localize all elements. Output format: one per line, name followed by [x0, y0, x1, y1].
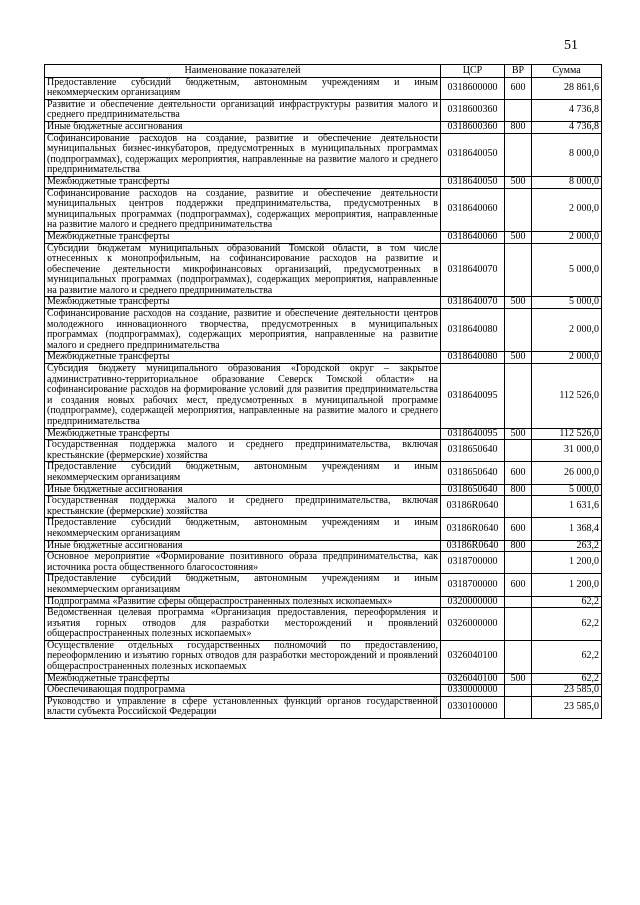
- table-row: [45, 540, 602, 552]
- row-csr-cell: 03186R0640: [441, 518, 505, 540]
- row-name-cell: Государственная поддержка малого и среднего предпринимательства, включая крестьянские (фермерские) хозяйства: [45, 496, 441, 518]
- table-body: [45, 77, 602, 718]
- row-vr-cell: 600: [505, 77, 532, 99]
- table-row: [45, 77, 602, 99]
- row-vr-cell: 500: [505, 428, 532, 440]
- row-sum-cell: 28 861,6: [532, 77, 602, 99]
- row-vr-cell: 600: [505, 462, 532, 484]
- row-vr-cell: [505, 440, 532, 462]
- row-vr-cell: 500: [505, 176, 532, 188]
- row-sum-cell: 112 526,0: [532, 428, 602, 440]
- row-sum-cell: 2 000,0: [532, 352, 602, 364]
- table-row: [45, 133, 602, 176]
- table-row: [45, 462, 602, 484]
- row-name-cell: Межбюджетные трансферты: [45, 297, 441, 309]
- row-csr-cell: 0318650640: [441, 462, 505, 484]
- row-vr-cell: [505, 696, 532, 718]
- row-csr-cell: 0318700000: [441, 574, 505, 596]
- table-row: [45, 574, 602, 596]
- row-name-cell: Иные бюджетные ассигнования: [45, 484, 441, 496]
- row-sum-cell: 263,2: [532, 540, 602, 552]
- row-vr-cell: 600: [505, 518, 532, 540]
- row-csr-cell: 0318640060: [441, 231, 505, 243]
- row-name-cell: Предоставление субсидий бюджетным, автономным учреждениям и иным некоммерческим организациям: [45, 518, 441, 540]
- table-row: [45, 440, 602, 462]
- row-name-cell: Государственная поддержка малого и среднего предпринимательства, включая крестьянские (фермерские) хозяйства: [45, 440, 441, 462]
- row-name-cell: Основное мероприятие «Формирование позитивного образа предпринимательства, как источника роста общественного благосостояния»: [45, 552, 441, 574]
- table-row: [45, 673, 602, 685]
- table-row: [45, 596, 602, 608]
- row-csr-cell: 03186R0640: [441, 496, 505, 518]
- header-vr: ВР: [505, 65, 532, 78]
- row-name-cell: Софинансирование расходов на создание, развитие и обеспечение деятельности центров молодежного инновационного творчества, предусмотренных в муниципальных программах (подпрограммах), содержащих мероприятия, направленные на развитие малого и среднего предпринимательства: [45, 309, 441, 352]
- row-vr-cell: 800: [505, 540, 532, 552]
- row-sum-cell: 1 631,6: [532, 496, 602, 518]
- row-vr-cell: [505, 552, 532, 574]
- row-csr-cell: 0320000000: [441, 596, 505, 608]
- table-row: [45, 188, 602, 231]
- table-row: [45, 552, 602, 574]
- row-name-cell: Софинансирование расходов на создание, развитие и обеспечение деятельности муниципальных центров поддержки предпринимательства, предусмотренных в муниципальных программах (подпрограммах), содержащих мероприятия, направленные на развитие малого и среднего предпринимательства: [45, 188, 441, 231]
- row-vr-cell: 500: [505, 673, 532, 685]
- row-name-cell: Руководство и управление в сфере установленных функций органов государственной власти субъекта Российской Федерации: [45, 696, 441, 718]
- table-row: [45, 297, 602, 309]
- row-vr-cell: [505, 496, 532, 518]
- row-vr-cell: [505, 608, 532, 641]
- row-name-cell: Иные бюджетные ассигнования: [45, 121, 441, 133]
- row-vr-cell: 500: [505, 297, 532, 309]
- row-sum-cell: 26 000,0: [532, 462, 602, 484]
- row-name-cell: Иные бюджетные ассигнования: [45, 540, 441, 552]
- row-sum-cell: 2 000,0: [532, 309, 602, 352]
- row-sum-cell: 62,2: [532, 673, 602, 685]
- row-csr-cell: 0318640070: [441, 243, 505, 297]
- row-sum-cell: 62,2: [532, 608, 602, 641]
- row-vr-cell: [505, 243, 532, 297]
- table-row: [45, 640, 602, 673]
- row-vr-cell: 500: [505, 352, 532, 364]
- row-name-cell: Осуществление отдельных государственных полномочий по предоставлению, переоформлению и изъятию горных отводов для разработки месторождений и проявлений общераспространенных полезных ископаемых: [45, 640, 441, 673]
- header-sum: Сумма: [532, 65, 602, 78]
- row-name-cell: Предоставление субсидий бюджетным, автономным учреждениям и иным некоммерческим организациям: [45, 574, 441, 596]
- budget-table: [44, 64, 602, 719]
- row-name-cell: Межбюджетные трансферты: [45, 231, 441, 243]
- row-name-cell: Межбюджетные трансферты: [45, 352, 441, 364]
- row-sum-cell: 8 000,0: [532, 176, 602, 188]
- page-number: 51: [564, 38, 578, 53]
- row-name-cell: Подпрограмма «Развитие сферы общераспространенных полезных ископаемых»: [45, 596, 441, 608]
- table-row: [45, 309, 602, 352]
- row-sum-cell: 5 000,0: [532, 484, 602, 496]
- table-row: [45, 608, 602, 641]
- table-row: [45, 243, 602, 297]
- row-csr-cell: 0318640050: [441, 176, 505, 188]
- row-vr-cell: 600: [505, 574, 532, 596]
- row-sum-cell: 5 000,0: [532, 297, 602, 309]
- row-sum-cell: 62,2: [532, 640, 602, 673]
- row-csr-cell: 0318640095: [441, 428, 505, 440]
- table-row: [45, 99, 602, 121]
- row-sum-cell: 1 368,4: [532, 518, 602, 540]
- row-csr-cell: 0318640095: [441, 364, 505, 429]
- row-vr-cell: [505, 364, 532, 429]
- row-csr-cell: 0330000000: [441, 685, 505, 697]
- table-row: [45, 352, 602, 364]
- row-name-cell: Межбюджетные трансферты: [45, 176, 441, 188]
- row-sum-cell: 2 000,0: [532, 231, 602, 243]
- row-csr-cell: 0318650640: [441, 440, 505, 462]
- table-row: [45, 231, 602, 243]
- row-vr-cell: [505, 685, 532, 697]
- row-vr-cell: [505, 596, 532, 608]
- row-csr-cell: 0326000000: [441, 608, 505, 641]
- row-sum-cell: 1 200,0: [532, 574, 602, 596]
- row-vr-cell: 800: [505, 121, 532, 133]
- row-name-cell: Ведомственная целевая программа «Организация предоставления, переоформления и изъятия горных отводов для разработки месторождений и проявлений общераспространенных полезных ископаемых»: [45, 608, 441, 641]
- row-name-cell: Предоставление субсидий бюджетным, автономным учреждениям и иным некоммерческим организациям: [45, 77, 441, 99]
- row-sum-cell: 62,2: [532, 596, 602, 608]
- table-row: [45, 364, 602, 429]
- row-sum-cell: 4 736,8: [532, 99, 602, 121]
- table-row: [45, 121, 602, 133]
- row-sum-cell: 5 000,0: [532, 243, 602, 297]
- row-csr-cell: 03186R0640: [441, 540, 505, 552]
- row-vr-cell: [505, 99, 532, 121]
- table-row: [45, 176, 602, 188]
- table-row: [45, 696, 602, 718]
- row-name-cell: Обеспечивающая подпрограмма: [45, 685, 441, 697]
- row-vr-cell: [505, 133, 532, 176]
- row-sum-cell: 23 585,0: [532, 696, 602, 718]
- row-sum-cell: 1 200,0: [532, 552, 602, 574]
- row-vr-cell: [505, 188, 532, 231]
- row-name-cell: Субсидии бюджетам муниципальных образований Томской области, в том числе отнесенных к монопрофильным, на софинансирование расходов на развитие и обеспечение деятельности микрофинансовых организаций, предусмотренных в муниципальных программах (подпрограммах), содержащих мероприятия, направленные на развитие малого и среднего предпринимательства: [45, 243, 441, 297]
- row-csr-cell: 0330100000: [441, 696, 505, 718]
- row-name-cell: Субсидия бюджету муниципального образования «Городской округ – закрытое административно-территориальное образование Северск Томской области» на софинансирование расходов на формирование условий для развития предпринимательства и создания новых рабочих мест, предусмотренных в муниципальной программе (подпрограмме), содержащей мероприятия, направленные на развитие малого и среднего предпринимательства: [45, 364, 441, 429]
- row-csr-cell: 0318600360: [441, 99, 505, 121]
- table-row: [45, 428, 602, 440]
- row-sum-cell: 4 736,8: [532, 121, 602, 133]
- row-csr-cell: 0318600000: [441, 77, 505, 99]
- row-csr-cell: 0318640080: [441, 309, 505, 352]
- header-csr: ЦСР: [441, 65, 505, 78]
- row-name-cell: Предоставление субсидий бюджетным, автономным учреждениям и иным некоммерческим организациям: [45, 462, 441, 484]
- row-sum-cell: 8 000,0: [532, 133, 602, 176]
- row-csr-cell: 0318640060: [441, 188, 505, 231]
- row-vr-cell: 800: [505, 484, 532, 496]
- table-row: [45, 484, 602, 496]
- table-row: [45, 496, 602, 518]
- table-row: [45, 685, 602, 697]
- row-csr-cell: 0318640080: [441, 352, 505, 364]
- row-name-cell: Софинансирование расходов на создание, развитие и обеспечение деятельности муниципальных бизнес-инкубаторов, предусмотренных в муниципальных программах (подпрограммах), содержащих мероприятия, направленные на развитие малого и среднего предпринимательства: [45, 133, 441, 176]
- row-csr-cell: 0326040100: [441, 673, 505, 685]
- row-sum-cell: 2 000,0: [532, 188, 602, 231]
- row-csr-cell: 0318650640: [441, 484, 505, 496]
- row-csr-cell: 0318600360: [441, 121, 505, 133]
- row-csr-cell: 0318640070: [441, 297, 505, 309]
- row-vr-cell: 500: [505, 231, 532, 243]
- row-sum-cell: 23 585,0: [532, 685, 602, 697]
- header-row: [45, 65, 602, 78]
- row-vr-cell: [505, 309, 532, 352]
- header-name: Наименование показателей: [45, 65, 441, 78]
- row-name-cell: Межбюджетные трансферты: [45, 673, 441, 685]
- row-csr-cell: 0326040100: [441, 640, 505, 673]
- row-csr-cell: 0318640050: [441, 133, 505, 176]
- row-sum-cell: 31 000,0: [532, 440, 602, 462]
- row-vr-cell: [505, 640, 532, 673]
- row-csr-cell: 0318700000: [441, 552, 505, 574]
- row-name-cell: Развитие и обеспечение деятельности организаций инфраструктуры развития малого и среднего предпринимательства: [45, 99, 441, 121]
- row-sum-cell: 112 526,0: [532, 364, 602, 429]
- row-name-cell: Межбюджетные трансферты: [45, 428, 441, 440]
- table-row: [45, 518, 602, 540]
